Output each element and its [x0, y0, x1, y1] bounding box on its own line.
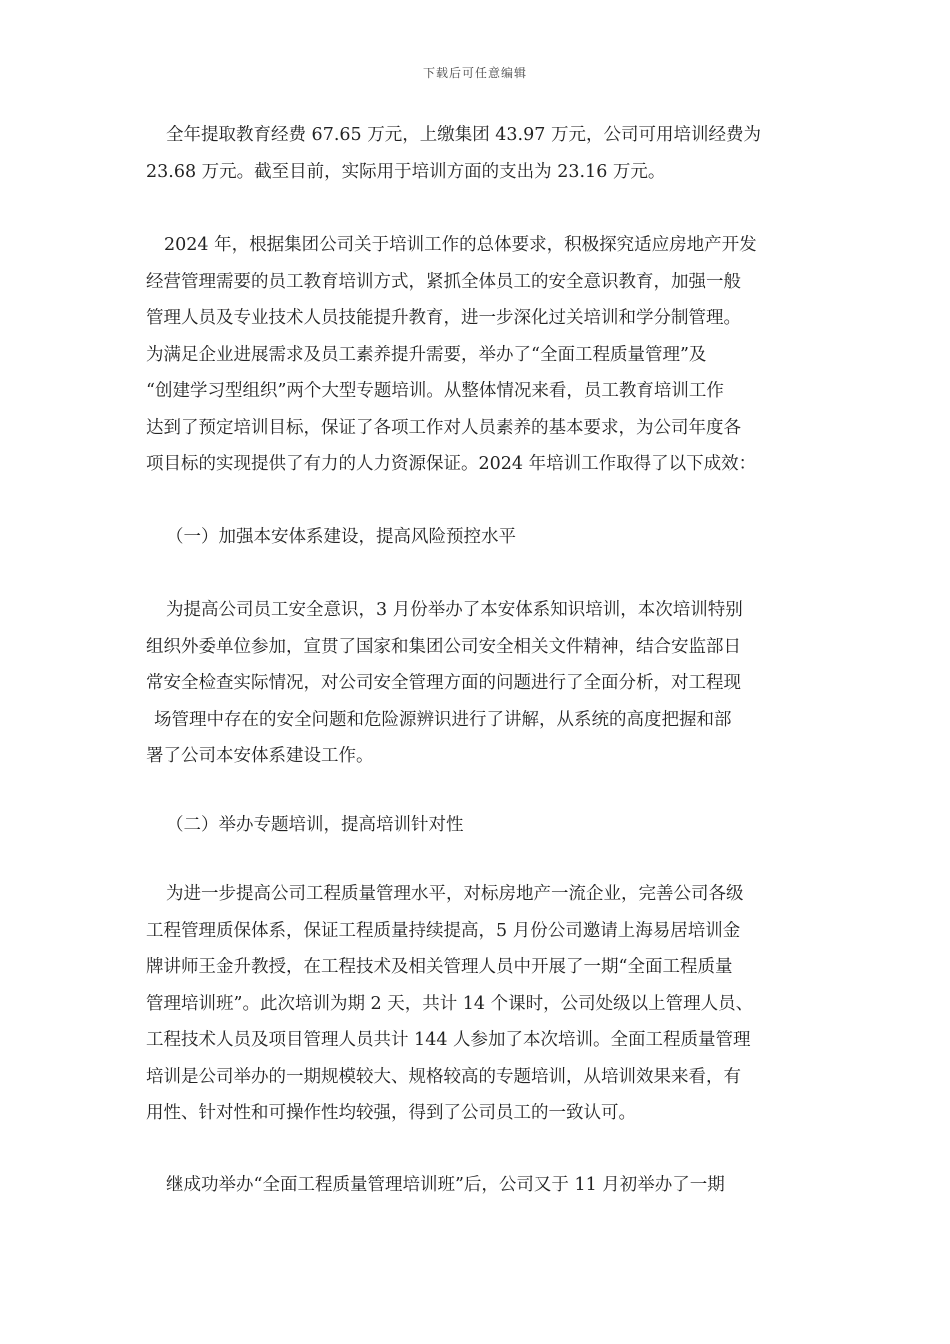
text-line: 用性、针对性和可操作性均较强，得到了公司员工的一致认可。: [146, 1103, 636, 1123]
text-line: 为进一步提高公司工程质量管理水平，对标房地产一流企业，完善公司各级: [166, 884, 744, 904]
text-line: 继成功举办“全面工程质量管理培训班”后，公司又于 11 月初举办了一期: [166, 1175, 725, 1195]
text-line: 场管理中存在的安全问题和危险源辨识进行了讲解，从系统的高度把握和部: [154, 709, 732, 730]
text-line: 管理人员及专业技术人员技能提升教育，进一步深化过关培训和学分制管理。: [146, 308, 741, 328]
text-line: 培训是公司举办的一期规模较大、规格较高的专题培训，从培训效果来看，有: [146, 1066, 741, 1087]
text-line: “创建学习型组织”两个大型专题培训。从整体情况来看，员工教育培训工作: [146, 381, 724, 401]
text-line: 工程管理质保体系，保证工程质量持续提高，5 月份公司邀请上海易居培训金: [146, 920, 741, 941]
text-line: 全年提取教育经费 67.65 万元，上缴集团 43.97 万元，公司可用培训经费为: [166, 125, 761, 145]
text-line: 达到了预定培训目标，保证了各项工作对人员素养的基本要求，为公司年度各: [146, 417, 741, 438]
text-line: 组织外委单位参加，宣贯了国家和集团公司安全相关文件精神，结合安监部日: [146, 636, 741, 657]
paragraph-quality-training: [146, 876, 810, 1132]
text-line: 2024 年，根据集团公司关于培训工作的总体要求，积极探究适应房地产开发: [164, 235, 757, 255]
text-line: 为提高公司员工安全意识，3 月份举办了本安体系知识培训，本次培训特别: [166, 600, 743, 620]
text-line: 23.68 万元。截至目前，实际用于培训方面的支出为 23.16 万元。: [146, 161, 666, 182]
text-line: 项目标的实现提供了有力的人力资源保证。2024 年培训工作取得了以下成效：: [146, 454, 757, 474]
page-header-note: 下载后可任意编辑: [422, 66, 527, 80]
text-line: 牌讲师王金升教授，在工程技术及相关管理人员中开展了一期“全面工程质量: [146, 957, 733, 977]
section-heading-1: （一）加强本安体系建设，提高风险预控水平: [166, 527, 516, 547]
section-heading-2: （二）举办专题培训，提高培训针对性: [166, 815, 464, 835]
paragraph-training-funds: [146, 117, 810, 190]
text-line: 工程技术人员及项目管理人员共计 144 人参加了本次培训。全面工程质量管理: [146, 1030, 751, 1050]
paragraph-safety-training: [146, 592, 810, 775]
text-line: 管理培训班”。此次培训为期 2 天，共计 14 个课时，公司处级以上管理人员、: [146, 993, 754, 1014]
text-line: 经营管理需要的员工教育培训方式，紧抓全体员工的安全意识教育，加强一般: [146, 271, 741, 292]
text-line: 为满足企业进展需求及员工素养提升需要，举办了“全面工程质量管理”及: [146, 344, 707, 365]
paragraph-2024-overview: [146, 227, 810, 483]
paragraph-followup-training: [146, 1167, 810, 1204]
text-line: 署了公司本安体系建设工作。: [146, 746, 374, 766]
text-line: 常安全检查实际情况，对公司安全管理方面的问题进行了全面分析，对工程现: [146, 673, 741, 693]
